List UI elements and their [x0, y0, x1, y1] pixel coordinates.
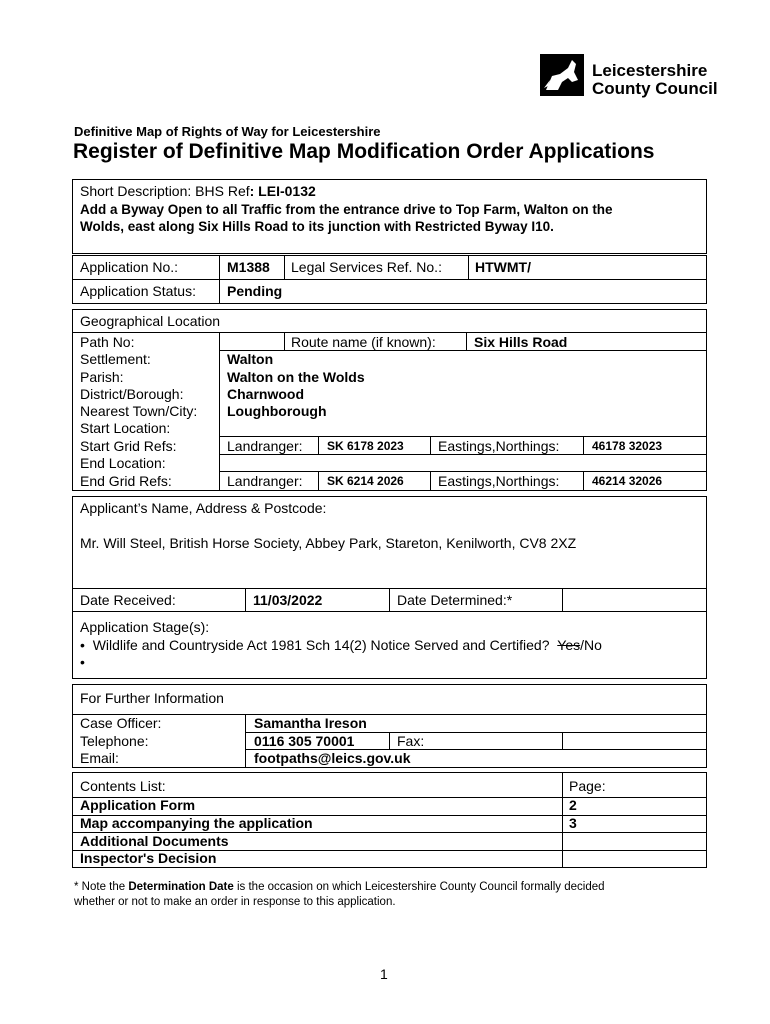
- org-name-line1: Leicestershire: [592, 61, 708, 80]
- start-location-label: Start Location:: [80, 420, 171, 436]
- date-received-label: Date Received:: [80, 592, 176, 608]
- footnote-term: Determination Date: [128, 881, 234, 893]
- end-eastings-label: Eastings,Northings:: [438, 473, 560, 489]
- telephone-value: 0116 305 70001: [254, 733, 355, 749]
- application-status-value: Pending: [227, 283, 283, 299]
- start-eastings-value: 46178 32023: [592, 439, 663, 453]
- contents-row-1-item: Application Form: [80, 797, 196, 813]
- start-landranger-value: SK 6178 2023: [327, 439, 404, 453]
- fax-label: Fax:: [397, 733, 425, 749]
- district-value: Charnwood: [227, 386, 304, 402]
- path-no-label: Path No:: [80, 334, 135, 350]
- nearest-town-label: Nearest Town/City:: [80, 403, 198, 419]
- location-heading: Geographical Location: [80, 313, 221, 329]
- telephone-label: Telephone:: [80, 733, 149, 749]
- footnote-rest: is the occasion on which Leicestershire County Council formally decided: [233, 881, 605, 893]
- footnote-prefix: * Note the: [74, 881, 129, 893]
- stage-item-2-bullet: •: [80, 654, 85, 670]
- end-landranger-label: Landranger:: [227, 473, 303, 489]
- end-grid-label: End Grid Refs:: [80, 473, 172, 489]
- stages-heading: Application Stage(s):: [80, 619, 210, 635]
- parish-label: Parish:: [80, 369, 124, 385]
- start-grid-label: Start Grid Refs:: [80, 438, 177, 454]
- contents-heading: Contents List:: [80, 778, 166, 794]
- route-name-value: Six Hills Road: [474, 334, 568, 350]
- footnote-line2: whether or not to make an order in response to this application.: [74, 896, 396, 908]
- stage-item-1-text: Wildlife and Countryside Act 1981 Sch 14(2) Notice Served and Certified?: [92, 637, 550, 653]
- footnote: [74, 880, 605, 910]
- contents-row-1-page: 2: [569, 797, 577, 813]
- stage-yes-struck: Yes: [557, 637, 581, 653]
- end-eastings-value: 46214 32026: [592, 474, 663, 488]
- bullet-icon: •: [80, 637, 85, 653]
- contents-row-2-page: 3: [569, 815, 577, 831]
- email-value[interactable]: footpaths@leics.gov.uk: [254, 750, 411, 766]
- application-no-value: M1388: [227, 259, 270, 275]
- stage-no: /No: [580, 637, 602, 653]
- start-landranger-label: Landranger:: [227, 438, 303, 454]
- stage-item-1: [80, 637, 602, 654]
- document-subtitle: Definitive Map of Rights of Way for Leicestershire: [74, 124, 381, 139]
- legal-ref-label: Legal Services Ref. No.:: [291, 259, 442, 275]
- page-number: 1: [380, 966, 388, 982]
- settlement-value: Walton: [227, 351, 274, 367]
- org-name-line2: County Council: [592, 79, 718, 98]
- council-logo: [538, 50, 718, 100]
- case-officer-value: Samantha Ireson: [254, 715, 367, 731]
- legal-ref-value: HTWMT/: [475, 259, 531, 275]
- settlement-label: Settlement:: [80, 351, 151, 367]
- end-location-label: End Location:: [80, 455, 166, 471]
- short-description: [80, 183, 316, 200]
- bhs-ref: : LEI-0132: [249, 183, 316, 199]
- fox-emblem-icon: [538, 50, 588, 98]
- route-name-label: Route name (if known):: [291, 334, 436, 350]
- date-determined-label: Date Determined:*: [397, 592, 513, 608]
- case-officer-label: Case Officer:: [80, 715, 162, 731]
- district-label: District/Borough:: [80, 386, 184, 402]
- document-title: Register of Definitive Map Modification Order Applications: [73, 140, 655, 163]
- applicant-heading: Applicant’s Name, Address & Postcode:: [80, 500, 327, 516]
- parish-value: Walton on the Wolds: [227, 369, 365, 385]
- nearest-town-value: Loughborough: [227, 403, 327, 419]
- start-eastings-label: Eastings,Northings:: [438, 438, 560, 454]
- short-description-label: Short Description: BHS Ref: [80, 183, 250, 199]
- contents-row-2-item: Map accompanying the application: [80, 815, 313, 831]
- description-line1: Add a Byway Open to all Traffic from the entrance drive to Top Farm, Walton on the: [80, 202, 613, 217]
- contents-page-heading: Page:: [569, 778, 606, 794]
- applicant-details: Mr. Will Steel, British Horse Society, Abbey Park, Stareton, Kenilworth, CV8 2XZ: [80, 535, 577, 551]
- email-label: Email:: [80, 750, 119, 766]
- description-line2: Wolds, east along Six Hills Road to its junction with Restricted Byway I10.: [80, 219, 554, 234]
- application-status-label: Application Status:: [80, 283, 196, 299]
- date-received-value: 11/03/2022: [253, 592, 323, 608]
- contents-row-4-item: Inspector's Decision: [80, 850, 217, 866]
- info-heading: For Further Information: [80, 690, 224, 706]
- application-no-label: Application No.:: [80, 259, 179, 275]
- contents-row-3-item: Additional Documents: [80, 833, 229, 849]
- end-landranger-value: SK 6214 2026: [327, 474, 404, 488]
